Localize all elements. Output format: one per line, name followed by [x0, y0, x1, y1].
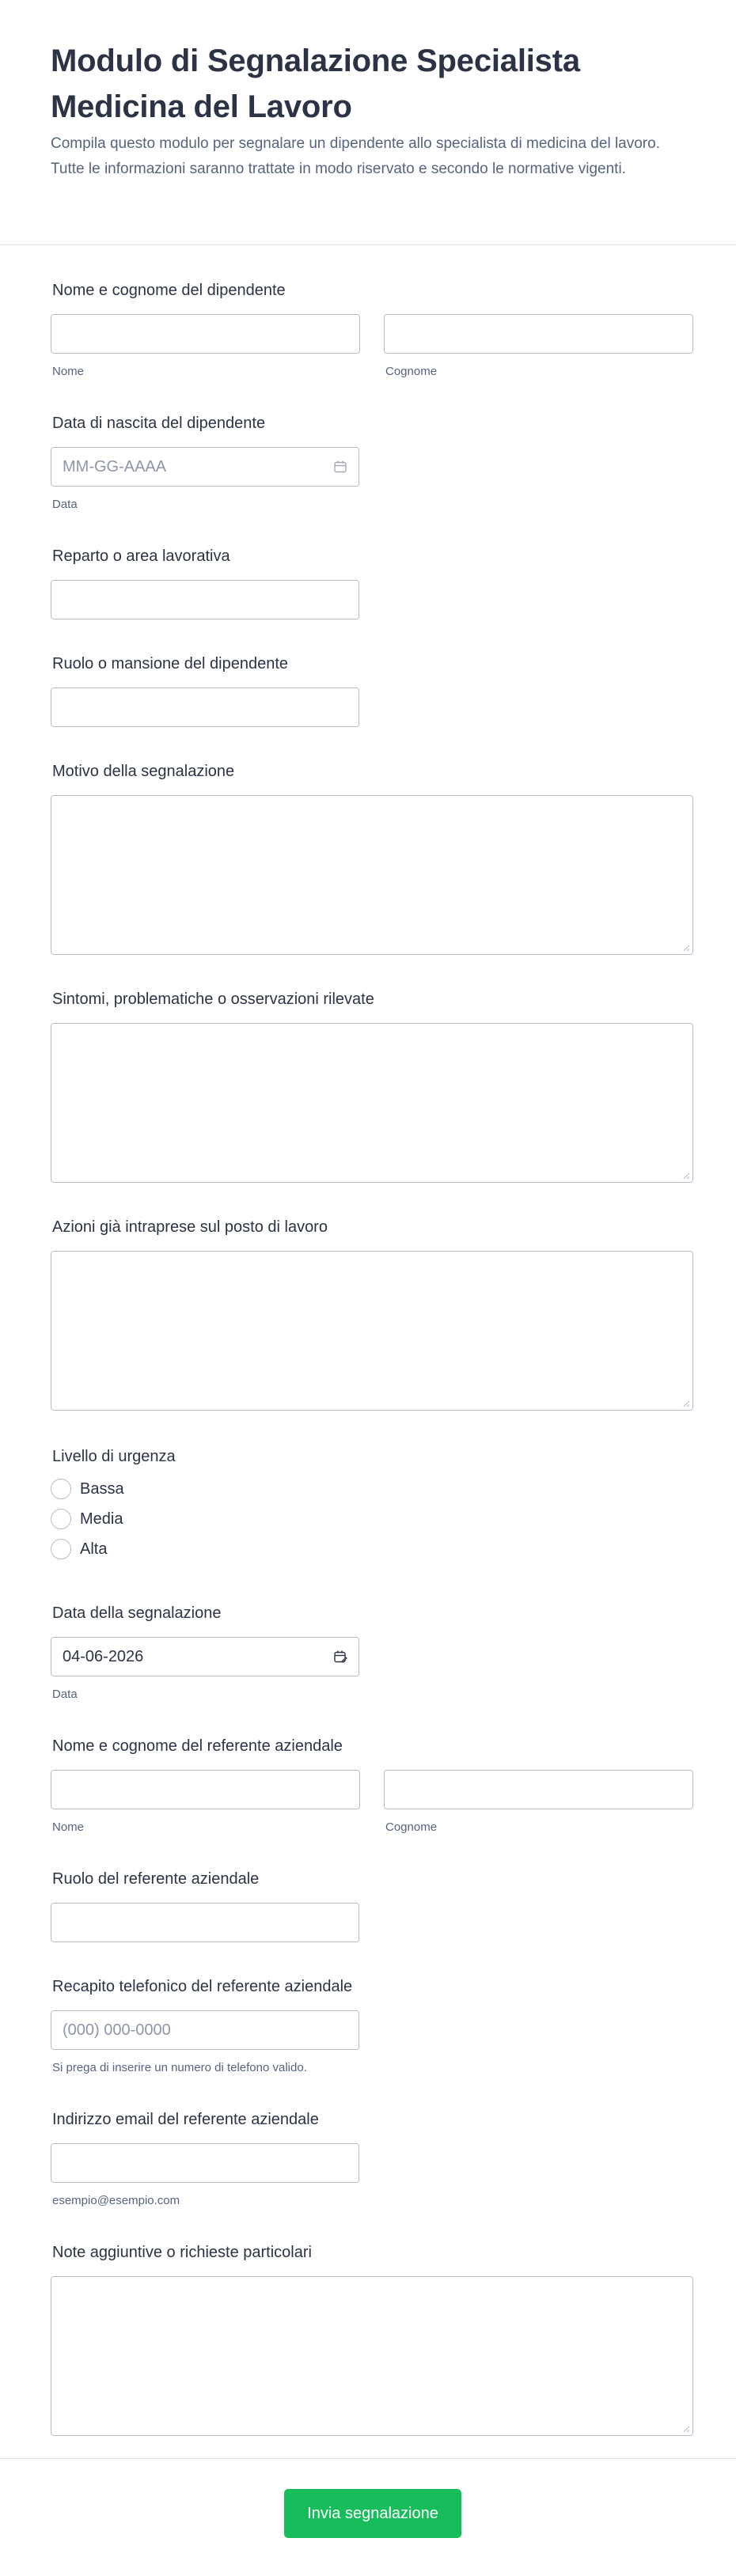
urgency-option-label: Alta — [80, 1540, 108, 1558]
employee-name-field — [51, 282, 693, 378]
calendar-edit-icon[interactable] — [333, 1650, 347, 1664]
employee-last-name-sublabel: Cognome — [385, 365, 438, 378]
submit-button[interactable]: Invia segnalazione — [284, 2489, 461, 2538]
resize-handle-icon[interactable] — [682, 1400, 690, 1407]
referent-first-name-input[interactable] — [51, 1770, 360, 1809]
referent-last-name-sublabel: Cognome — [385, 1820, 438, 1834]
urgency-option-alta[interactable] — [51, 1534, 367, 1564]
reason-textarea[interactable] — [51, 795, 693, 955]
symptoms-label: Sintomi, problematiche o osservazioni rilevate — [52, 991, 374, 1008]
radio-button[interactable] — [51, 1479, 71, 1499]
notes-field — [51, 2244, 693, 2436]
birth-date-sublabel: Data — [52, 498, 78, 511]
actions-field — [51, 1218, 693, 1411]
role-field — [51, 655, 359, 727]
referent-phone-input[interactable] — [51, 2010, 359, 2050]
notes-label: Note aggiuntive o richieste particolari — [52, 2244, 312, 2261]
report-date-value: 04-06-2026 — [63, 1647, 144, 1665]
referent-name-label: Nome e cognome del referente aziendale — [52, 1737, 343, 1755]
employee-last-name-input[interactable] — [384, 314, 693, 354]
urgency-option-label: Media — [80, 1510, 123, 1528]
birth-date-input[interactable] — [51, 447, 359, 487]
report-date-sublabel: Data — [52, 1688, 78, 1701]
actions-label: Azioni già intraprese sul posto di lavoro — [52, 1218, 328, 1236]
referent-role-field — [51, 1870, 359, 1942]
resize-handle-icon[interactable] — [682, 1172, 690, 1180]
resize-handle-icon[interactable] — [682, 944, 690, 952]
urgency-field — [51, 1448, 367, 1564]
urgency-label: Livello di urgenza — [52, 1448, 176, 1465]
report-date-label: Data della segnalazione — [52, 1604, 222, 1622]
radio-button[interactable] — [51, 1509, 71, 1529]
employee-first-name-input[interactable] — [51, 314, 360, 354]
department-field — [51, 547, 359, 619]
form-description: Compila questo modulo per segnalare un dipendente allo specialista di medicina del lavoro. Tutte le informazioni saranno trattate in modo riservato e secondo le normative vigenti. — [51, 135, 660, 177]
referent-phone-field — [51, 1978, 446, 2074]
urgency-option-media[interactable] — [51, 1504, 367, 1534]
resize-handle-icon[interactable] — [682, 2425, 690, 2433]
referent-email-label: Indirizzo email del referente aziendale — [52, 2111, 319, 2128]
form-title: Modulo di Segnalazione Specialista Medicina del Lavoro — [51, 44, 580, 124]
birth-date-label: Data di nascita del dipendente — [52, 415, 266, 432]
reason-field — [51, 763, 693, 955]
referent-last-name-input[interactable] — [384, 1770, 693, 1809]
referent-phone-label: Recapito telefonico del referente aziendale — [52, 1978, 353, 1995]
department-input[interactable] — [51, 580, 359, 619]
referent-name-field — [51, 1737, 693, 1834]
referent-first-name-sublabel: Nome — [52, 1820, 85, 1834]
department-label: Reparto o area lavorativa — [52, 547, 230, 565]
employee-first-name-sublabel: Nome — [52, 365, 85, 378]
form-header — [0, 0, 736, 245]
calendar-icon[interactable] — [333, 460, 347, 474]
referent-email-field — [51, 2111, 359, 2207]
radio-button[interactable] — [51, 1539, 71, 1559]
notes-textarea[interactable] — [51, 2276, 693, 2436]
form-footer — [0, 2458, 736, 2576]
referent-email-input[interactable] — [51, 2143, 359, 2183]
referent-email-sublabel: esempio@esempio.com — [52, 2194, 180, 2207]
birth-date-field — [51, 415, 359, 511]
birth-date-placeholder: MM-GG-AAAA — [63, 457, 167, 475]
urgency-option-label: Bassa — [80, 1479, 124, 1498]
symptoms-field — [51, 991, 693, 1183]
symptoms-textarea[interactable] — [51, 1023, 693, 1183]
role-label: Ruolo o mansione del dipendente — [52, 655, 288, 672]
referent-role-label: Ruolo del referente aziendale — [52, 1870, 260, 1888]
referent-phone-sublabel: Si prega di inserire un numero di telefono valido. — [52, 2061, 307, 2074]
report-date-input[interactable] — [51, 1637, 359, 1676]
reason-label: Motivo della segnalazione — [52, 763, 235, 780]
role-input[interactable] — [51, 688, 359, 727]
report-date-field — [51, 1604, 359, 1701]
referent-role-input[interactable] — [51, 1903, 359, 1942]
employee-name-label: Nome e cognome del dipendente — [52, 282, 286, 299]
urgency-option-bassa[interactable] — [51, 1474, 367, 1504]
actions-textarea[interactable] — [51, 1251, 693, 1411]
referent-phone-placeholder: (000) 000-0000 — [63, 2021, 171, 2039]
